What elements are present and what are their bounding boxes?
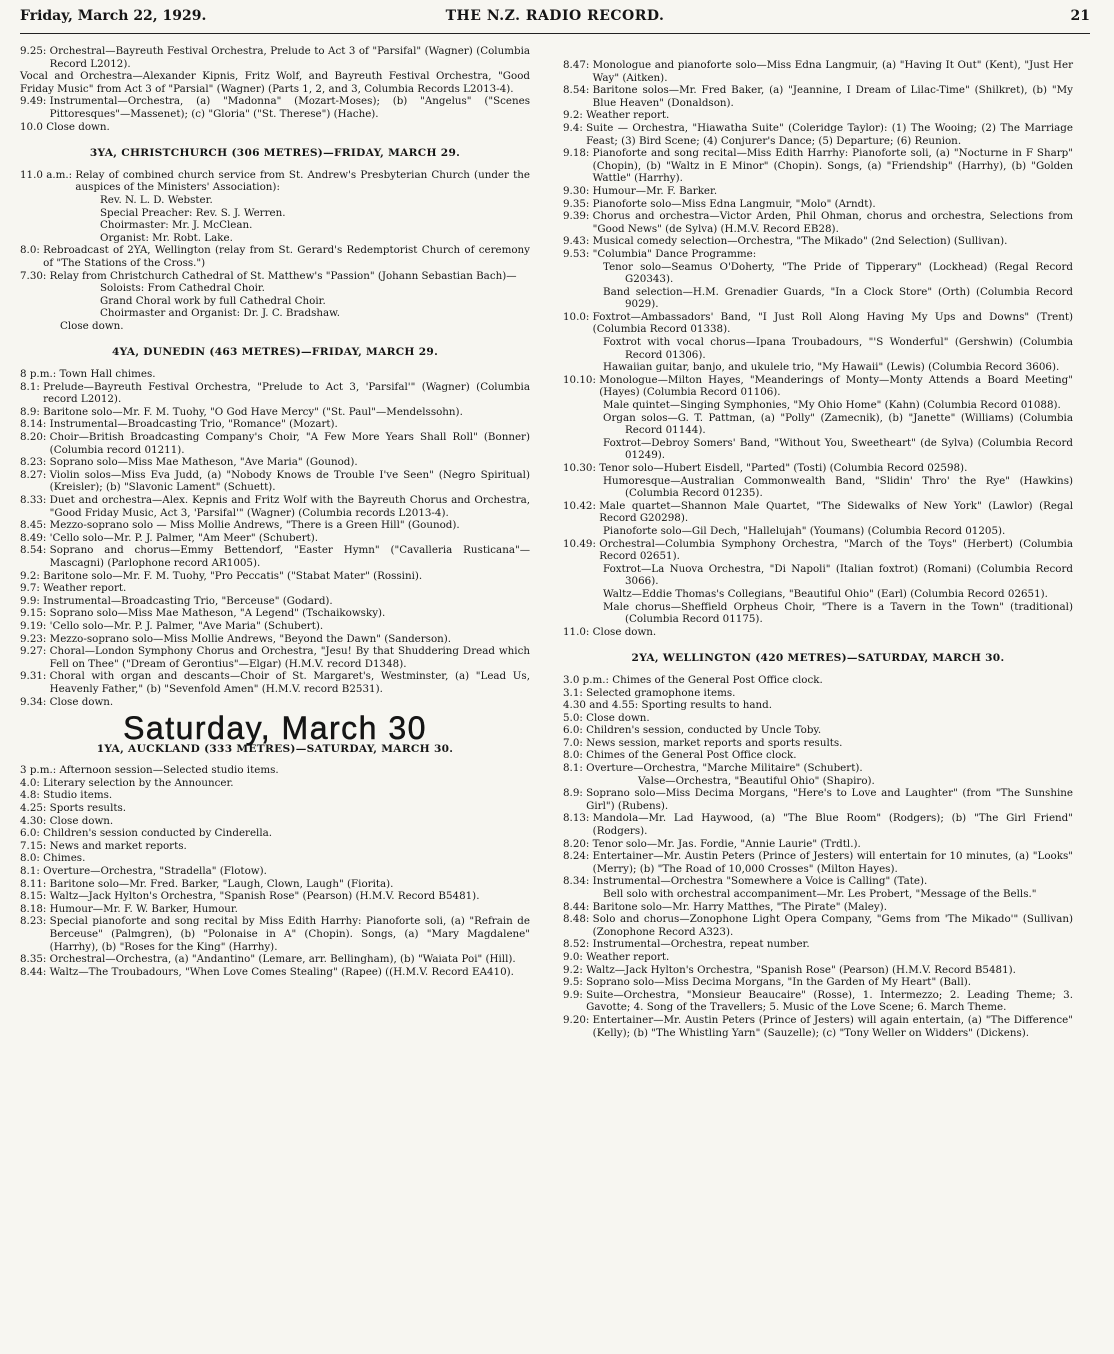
entry-text: Baritone solo—Mr. Harry Matthes, "The Pirate" (Maley). [592,900,887,913]
program-entry [20,777,530,790]
wellington-entries [563,674,1073,775]
program-entry [20,45,530,70]
entry-time: 10.10: [563,373,600,386]
program-entry [20,802,530,815]
entry-time: 8 p.m.: [20,368,60,381]
entry-time: 9.27: [20,645,50,658]
entry-time: 8.24: [563,850,593,863]
program-entry [20,789,530,802]
entry-time: 9.49: [20,95,50,108]
program-entry [563,812,1073,837]
program-entry [20,620,530,633]
entry-text: Instrumental—Orchestra, repeat number. [592,938,810,951]
entry-time: 8.44: [563,900,593,913]
program-entry [563,210,1073,235]
program-entry [20,903,530,916]
entry-text: Soprano solo—Miss Mae Matheson, "A Legend" (Tschaikowsky). [49,607,386,620]
sub-entry: Pianoforte solo—Gil Dech, "Hallelujah" (Youmans) (Columbia Record 01205). [603,524,1006,537]
entry-time: 6.0: [563,724,587,737]
program-entry [20,95,530,120]
entry-time: 7.30: [20,269,50,282]
entry-time: 8.35: [20,953,50,966]
program-entry [563,737,1073,750]
sub-entry: Hawaiian guitar, banjo, and ukulele trio, "My Hawaii" (Lewis) (Columbia Record 3606). [603,361,1060,374]
sub-entry: Tenor solo—Seamus O'Doherty, "The Pride of Tipperary" (Lockhead) (Regal Record G20343). [603,260,1073,286]
entry-time: 8.54: [20,544,50,557]
entry-text: Mandola—Mr. Lad Haywood, (a) "The Blue Room" (Rodgers); (b) "The Girl Friend" (Rodgers). [592,812,1073,838]
entry-text: Close down. [49,814,114,827]
entry-time: 9.19: [20,619,50,632]
entry-time: 4.0: [20,776,44,789]
entry-time: 9.39: [563,210,593,223]
entry-time: 10.0: [563,310,593,323]
entry-time: 8.0: [20,244,44,257]
entry-time: 3 p.m.: [20,764,60,777]
service-details [20,194,530,244]
sub-entry: Band selection—H.M. Grenadier Guards, "In a Clock Store" (Orth) (Columbia Record 9029). [603,285,1073,311]
entry-time: 9.43: [563,235,593,248]
entry-time: 11.0: [563,625,593,638]
program-entry [20,418,530,431]
program-entry [20,368,530,381]
program-entry [563,147,1073,185]
entry-text: Close down. [46,120,110,133]
program-entry [563,875,1073,888]
program-entry [563,538,1073,563]
entry-text: Soprano solo—Miss Decima Morgans, "Here's to Love and Laughter" (from "The Sunshine Girl") (Rubens). [586,787,1073,812]
entry-text: Baritone solo—Mr. F. M. Tuohy, "Pro Peccatis" ("Stabat Mater" (Rossini). [43,569,423,582]
entry-text: Orchestral—Columbia Symphony Orchestra, "March of the Toys" (Herbert) (Columbia Record 02651). [599,537,1073,563]
entry-text: Humour—Mr. F. W. Barker, Humour. [49,902,238,915]
program-entry [563,500,1073,525]
left-column [20,45,530,978]
entry-text: Soprano and chorus—Emmy Bettendorf, "Easter Hymn" ("Cavalleria Rusticana"—Mascagni) (Parlophone record AR1005). [49,544,530,569]
program-entry [563,674,1073,687]
program-entry [563,122,1073,147]
entry-text: Prelude—Bayreuth Festival Orchestra, "Prelude to Act 3, 'Parsifal'" (Wagner) (Columbia record L2012). [43,380,530,406]
program-entry [563,724,1073,737]
entry-time: 8.33: [20,494,50,506]
program-entry [20,570,530,583]
sub-entry: Male quintet—Singing Symphonies, "My Ohio Home" (Kahn) (Columbia Record 01088). [603,399,1061,412]
entry-time: 9.35: [563,197,593,210]
program-entry [563,699,1073,712]
program-entry [20,595,530,608]
entry-time: 8.27: [20,468,50,481]
entry-time: 8.18: [20,902,50,915]
entry-time: 8.34: [563,875,593,888]
program-entry [563,901,1073,914]
entry-text: Foxtrot—Ambassadors' Band, "I Just Roll Along Having My Ups and Downs" (Trent) (Columbia Record 01338). [592,310,1073,336]
program-entry [563,749,1073,762]
program-entry [563,938,1073,951]
program-entry [563,712,1073,725]
program-entry [563,235,1073,248]
program-entry [20,852,530,865]
entry-text: Town Hall chimes. [59,368,156,381]
entry-1042 [563,500,1073,525]
entry-text: Studio items. [43,789,113,802]
entry-text: Special pianoforte and song recital by Miss Edith Harrhy: Pianoforte soli, (a) "Refrain de Berceuse" (Palmgren), (b) "Polonaise in A" (Chopin). Songs, (a) "Mary Magdalene" (Harrhy), (b) "Roses for the King" (Harrhy). [49,915,530,953]
entry-text: Soprano solo—Miss Decima Morgans, "In the Garden of My Heart" (Ball). [586,976,972,989]
entry-time: 9.31: [20,670,50,683]
program-entry [20,270,530,283]
section-title-1ya: 1YA, AUCKLAND (333 METRES)—SATURDAY, MARCH 30. [96,742,454,755]
detail-line: Choirmaster and Organist: Dr. J. C. Bradshaw. [100,307,341,320]
entry-time: 8.48: [563,913,593,926]
entry-text: Baritone solos—Mr. Fred Baker, (a) "Jeannine, I Dream of Lilac-Time" (Shilkret), (b) "My Blue Heaven" (Donaldson). [592,84,1073,109]
entry-text: Close down. [592,625,657,638]
entry-1010 [563,374,1073,399]
close-down-line: Close down. [60,319,124,332]
entry-time: 8.1: [20,865,44,878]
entry-time: 8.23: [20,915,50,928]
entry-text: "Columbia" Dance Programme: [592,247,757,260]
entry-time: 8.9: [563,787,587,800]
entry-text: Overture—Orchestra, "Stradella" (Flotow). [43,865,267,878]
program-entry [20,840,530,853]
section-title-3ya: 3YA, CHRISTCHURCH (306 METRES)—FRIDAY, MARCH 29. [89,147,461,160]
entry-1000 [563,311,1073,336]
entry-time: 9.53: [563,247,593,260]
program-entry [563,109,1073,122]
entry-time: 8.15: [20,890,50,903]
entry-time: 8.20: [20,431,50,444]
entry-time: 8.47: [563,59,593,71]
entry-text: Instrumental—Orchestra "Somewhere a Voice is Calling" (Tate). [592,875,928,888]
program-entry [20,70,530,95]
entry-time: 3.0 p.m.: [563,673,613,686]
entry-text: Suite—Orchestra, "Monsieur Beaucaire" (Rosse), 1. Intermezzo; 2. Leading Theme; 3. Gavotte; 4. Song of the Travellers; 5. Music of the Love Scene; 6. March Theme. [586,988,1073,1014]
right-column [563,59,1073,1039]
entry-1049 [563,538,1073,563]
entry-time: 10.0 [20,120,47,133]
entry-text: Chimes. [43,852,86,865]
entry-time: 3.1: [563,686,587,699]
section-title-4ya: 4YA, DUNEDIN (463 METRES)—FRIDAY, MARCH 29. [111,346,439,359]
program-entry [20,764,530,777]
entry-time: 9.25: [20,45,50,57]
entry-text: News and market reports. [49,839,187,852]
passion-details [20,282,530,320]
entry-text: Instrumental—Broadcasting Trio, "Romance" (Mozart). [49,418,338,431]
entry-time: 8.20: [563,837,593,850]
day-heading-text: Saturday, March 30 [123,710,427,747]
top-entries [563,59,1073,261]
entry-text: Relay of combined church service from St. Andrew's Presbyterian Church (under the auspices of the Ministers' Association): [75,168,530,194]
entry-time: 9.7: [20,582,44,595]
entry-text: Choir—British Broadcasting Company's Choir, "A Few More Years Shall Roll" (Bonner) (Columbia record 01211). [49,431,530,456]
issue-date: Friday, March 22, 1929. [20,8,207,24]
entry-text: Choral with organ and descants—Choir of St. Margaret's, Westminster, (a) "Lead Us, Heavenly Father," (b) "Sevenfold Amen" (H.M.V. record B2531). [49,670,530,695]
entry-time: 9.2: [563,963,587,976]
entry-time: 6.0: [20,827,44,840]
entry-time: 9.2: [563,109,587,122]
program-entry [563,59,1073,84]
entry-text: Overture—Orchestra, "Marche Militaire" (Schubert). [586,762,863,775]
program-entry [20,582,530,595]
program-entry [563,84,1073,109]
program-entry [20,865,530,878]
program-entry [563,198,1073,211]
masthead: THE N.Z. RADIO RECORD. [445,8,665,24]
entry-time: 9.2: [20,569,44,582]
sub-entries [563,525,1073,538]
detail-line: Grand Choral work by full Cathedral Choir. [100,294,326,307]
entry-time: 7.0: [563,736,587,749]
entry-text: Musical comedy selection—Orchestra, "The Mikado" (2nd Selection) (Sullivan). [592,235,1008,248]
program-entry [563,626,1073,639]
page-number: 21 [1070,8,1090,24]
entry-time: 9.4: [563,121,587,134]
entry-text: Monologue and pianoforte solo—Miss Edna Langmuir, (a) "Having It Out" (Kent), "Just Her Way" (Aitken). [592,59,1073,84]
valse-line: Valse—Orchestra, "Beautiful Ohio" (Shapiro). [638,774,875,787]
program-entry [20,670,530,695]
program-entry [20,645,530,670]
entry-text: Vocal and Orchestra—Alexander Kipnis, Fritz Wolf, and Bayreuth Festival Orchestra, "Good Friday Music" from Act 3 of "Parsial" (Wagner) (Parts 1, 2, and 3, Columbia Records L2013-4). [20,70,530,95]
entry-time: 11.0 a.m.: [20,168,76,181]
entry-time: 9.9: [563,988,587,1001]
program-entry [563,964,1073,977]
entry-time: 8.49: [20,531,50,544]
entry-text: Selected gramophone items. [586,686,736,699]
day-heading [20,710,530,747]
entry-time: 10.42: [563,499,600,512]
sub-entry: Male chorus—Sheffield Orpheus Choir, "There is a Tavern in the Town" (traditional) (Columbia Record 01175). [603,600,1073,626]
entry-time: 4.25: [20,802,50,815]
entry-text: Entertainer—Mr. Austin Peters (Prince of Jesters) will entertain for 10 minutes, (a) "Looks" (Merry); (b) "The Road of 10,000 Crosses" (Milton Hayes). [592,850,1073,875]
entry-time: 9.18: [563,147,593,160]
entry-text: Instrumental—Orchestra, (a) "Madonna" (Mozart-Moses); (b) "Angelus" ("Scenes Pittoresques"—Massenet); (c) "Gloria" ("St. Therese") (Hache). [49,95,530,120]
entry-time: 9.5: [563,976,587,989]
entry-time: 8.13: [563,812,593,825]
sub-entry: Foxtrot with vocal chorus—Ipana Troubadours, "'S Wonderful" (Gershwin) (Columbia Record 01306). [603,336,1073,361]
entry-time: 8.14: [20,418,50,431]
page-header [20,4,1090,32]
entry-text: Soprano solo—Miss Mae Matheson, "Ave Maria" (Gounod). [49,456,358,469]
entry-time: 8.52: [563,938,593,951]
detail-line: Soloists: From Cathedral Choir. [100,282,265,295]
entry-text: News session, market reports and sports results. [586,736,843,749]
entry-text: Rebroadcast of 2YA, Wellington (relay from St. Gerard's Redemptorist Church of ceremony of "The Stations of the Cross.") [43,244,530,269]
entry-time: 8.0: [20,852,44,865]
sub-entry: Foxtrot—La Nuova Orchestra, "Di Napoli" (Italian foxtrot) (Romani) (Columbia Record 3066). [603,562,1073,588]
wellington-entries-3 [563,901,1073,1040]
entry-text: Chorus and orchestra—Victor Arden, Phil Ohman, chorus and orchestra, Selections from "Good News" (de Sylva) (H.M.V. Record EB28). [592,210,1073,235]
entry-text: Literary selection by the Announcer. [43,776,234,789]
entry-time: 8.23: [20,456,50,469]
entry-text: Children's session conducted by Cinderella. [43,827,273,840]
program-entry [563,374,1073,399]
entry-text: Violin solos—Miss Eva Judd, (a) "Nobody Knows de Trouble I've Seen" (Negro Spiritual) (Kreisler); (b) "Slavonic Lament" (Schuett). [49,468,530,494]
program-entry [563,185,1073,198]
entry-text: Tenor solo—Mr. Jas. Fordie, "Annie Laurie" (Trdtl.). [592,837,861,850]
program-entry [20,815,530,828]
program-entry [20,633,530,646]
program-entry [563,976,1073,989]
program-entry [563,850,1073,875]
sub-entry: Humoresque—Australian Commonwealth Band, "Slidin' Thro' the Rye" (Hawkins) (Columbia Record 01235). [603,474,1073,500]
entry-time: 10.30: [563,462,600,474]
entry-text: Close down. [49,695,114,708]
entry-time: 8.45: [20,519,50,532]
detail-line: Choirmaster: Mr. J. McClean. [100,219,253,232]
program-entry [563,913,1073,938]
entry-time: 9.0: [563,950,587,963]
entry-text: Pianoforte solo—Miss Edna Langmuir, "Molo" (Arndt). [592,197,876,210]
entry-text: Sports results. [49,802,127,815]
dunedin-entries [20,368,530,708]
program-entry [20,915,530,953]
entry-time: 9.30: [563,184,593,197]
entry-text: Waltz—The Troubadours, "When Love Comes Stealing" (Rapee) ((H.M.V. Record EA410). [49,965,514,978]
entry-text: Close down. [586,711,650,724]
entry-time: 8.11: [20,877,50,890]
entry-text: Relay from Christchurch Cathedral of St. Matthew's "Passion" (Johann Sebastian Bach)— [49,269,517,282]
entry-text: Suite — Orchestra, "Hiawatha Suite" (Coleridge Taylor): (1) The Wooing; (2) The Marriage Feast; (3) Bird Scene; (4) Conjurer's Dance; (5) Departure; (6) Reunion. [586,121,1073,147]
program-entry [563,1014,1073,1039]
entry-text: Children's session, conducted by Uncle Toby. [586,724,822,737]
program-entry [20,456,530,469]
entry-time: 8.1: [20,380,44,393]
entry-text: Mezzo-soprano solo—Miss Mollie Andrews, "Beyond the Dawn" (Sanderson). [49,632,452,645]
entry-text: Mezzo-soprano solo — Miss Mollie Andrews, "There is a Green Hill" (Gounod). [49,519,460,532]
sub-entry: Foxtrot—Debroy Somers' Band, "Without You, Sweetheart" (de Sylva) (Columbia Record 01249). [603,436,1073,462]
entry-text: Chimes of the General Post Office clock. [612,673,823,686]
entry-time: 8.54: [563,84,593,97]
program-entry [563,787,1073,812]
entry-text: Weather report. [586,950,670,963]
top-entries [20,45,530,133]
program-entry [20,244,530,269]
entry-text: Weather report. [586,109,670,122]
program-entry [20,953,530,966]
entry-time: 4.8: [20,789,44,802]
sub-entry: Organ solos—G. T. Pattman, (a) "Polly" (Zamecnik), (b) "Janette" (Williams) (Columbia Record 01144). [603,411,1073,437]
entry-time: 10.49: [563,537,600,550]
entry-text: Orchestral—Orchestra, (a) "Andantino" (Lemare, arr. Bellingham), (b) "Waiata Poi" (Hill). [49,953,516,966]
program-entry [20,890,530,903]
entry-text: Duet and orchestra—Alex. Kepnis and Fritz Wolf with the Bayreuth Chorus and Orchestra, "Good Friday Music, Act 3, 'Parsifal'" (Wagner) (Columbia records L2013-4). [49,494,530,519]
wellington-entries-2 [563,787,1073,888]
program-entry [563,248,1073,261]
entry-time: 9.15: [20,607,50,620]
entry-time: 9.34: [20,695,50,708]
entry-text: 'Cello solo—Mr. P. J. Palmer, "Am Meer" (Schubert). [49,531,319,544]
program-entry [563,687,1073,700]
entry-text: Afternoon session—Selected studio items. [59,764,279,777]
program-entry [20,607,530,620]
entry-time: 8.1: [563,762,587,775]
program-entry [20,696,530,709]
entry-text: Monologue—Milton Hayes, "Meanderings of Monty—Monty Attends a Board Meeting" (Hayes) (Columbia Record 01106). [599,373,1073,399]
program-entry [20,431,530,456]
entry-time: 7.15: [20,839,50,852]
entry-time: 9.20: [563,1013,593,1026]
program-entry [20,532,530,545]
program-entry [563,311,1073,336]
sub-entry: Waltz—Eddie Thomas's Collegians, "Beautiful Ohio" (Earl) (Columbia Record 02651). [603,587,1048,600]
header-rule [20,33,1090,34]
sub-entries [563,563,1073,626]
auckland-entries [20,764,530,978]
program-entry [563,462,1073,475]
program-entry [563,951,1073,964]
entry-text: Orchestral—Bayreuth Festival Orchestra, Prelude to Act 3 of "Parsifal" (Wagner) (Columbia Record L2012). [49,45,530,70]
entry-time: 4.30 and 4.55: [563,699,642,712]
sub-entries [563,261,1073,311]
program-entry [20,381,530,406]
program-entry [20,878,530,891]
program-entry [20,494,530,519]
entry-text: Solo and chorus—Zonophone Light Opera Company, "Gems from 'The Mikado'" (Sullivan) (Zonophone Record A323). [592,913,1073,938]
program-entry [20,169,530,194]
detail-line: Organist: Mr. Robt. Lake. [100,231,233,244]
entry-time: 8.44: [20,965,50,978]
entry-text: Sporting results to hand. [641,699,773,712]
entry-time: 9.23: [20,632,50,645]
entry-time: 4.30: [20,814,50,827]
program-entry [20,544,530,569]
entry-text: Humour—Mr. F. Barker. [592,184,718,197]
entry-text: Chimes of the General Post Office clock. [586,749,797,762]
entry-text: Waltz—Jack Hylton's Orchestra, "Spanish Rose" (Pearson) (H.M.V. Record B5481). [586,963,1016,976]
program-entry [563,838,1073,851]
entry-text: Tenor solo—Hubert Eisdell, "Parted" (Tosti) (Columbia Record 02598). [599,462,968,474]
entry-text: Weather report. [43,582,127,595]
detail-line: Special Preacher: Rev. S. J. Werren. [100,206,286,219]
section-title-2ya: 2YA, WELLINGTON (420 METRES)—SATURDAY, MARCH 30. [631,652,1005,665]
detail-line: Rev. N. L. D. Webster. [100,193,213,206]
program-entry [20,121,530,134]
entry-1100 [563,626,1073,639]
entry-text: Instrumental—Broadcasting Trio, "Berceuse" (Godard). [43,594,333,607]
entry-text: Choral—London Symphony Chorus and Orchestra, "Jesu! By that Shuddering Dread which Fell on Thee" ("Dream of Gerontius"—Elgar) (H.M.V. record D1348). [49,645,530,670]
entry-time: 9.9: [20,594,44,607]
program-entry [20,406,530,419]
sub-entries [563,336,1073,374]
entry-time: 5.0: [563,711,587,724]
sub-entries [563,399,1073,462]
program-entry [563,989,1073,1014]
entry-text: Pianoforte and song recital—Miss Edith Harrhy: Pianoforte soli, (a) "Nocturne in F Sharp" (Chopin), (b) "Waltz in E Minor" (Chopin). Songs, (a) "Friendship" (Harrhy), (b) "Golden Wattle" (Harrhy). [592,147,1073,185]
entry-text: Baritone solo—Mr. F. M. Tuohy, "O God Have Mercy" ("St. Paul"—Mendelssohn). [43,405,463,418]
entry-time: 8.9: [20,405,44,418]
entry-text: Male quartet—Shannon Male Quartet, "The Sidewalks of New York" (Lawlor) (Regal Record G20298). [599,499,1073,525]
program-entry [563,762,1073,775]
entry-text: Waltz—Jack Hylton's Orchestra, "Spanish Rose" (Pearson) (H.M.V. Record B5481). [49,890,480,903]
entry-1030 [563,462,1073,475]
entry-time: 8.0: [563,749,587,762]
program-entry [20,469,530,494]
program-entry [20,519,530,532]
bell-solo-line: Bell solo with orchestral accompaniment—Mr. Les Probert, "Message of the Bells." [603,888,1037,900]
entry-text: Baritone solo—Mr. Fred. Barker, "Laugh, Clown, Laugh" (Fiorita). [49,877,394,890]
entry-text: 'Cello solo—Mr. P. J. Palmer, "Ave Maria" (Schubert). [49,619,324,632]
sub-entries [563,475,1073,500]
program-entry [20,827,530,840]
program-entry [20,966,530,979]
entry-text: Entertainer—Mr. Austin Peters (Prince of Jesters) will again entertain, (a) "The Difference" (Kelly); (b) "The Whistling Yarn" (Sauzelle); (c) "Tony Weller on Widders" (Dickens). [592,1013,1073,1039]
